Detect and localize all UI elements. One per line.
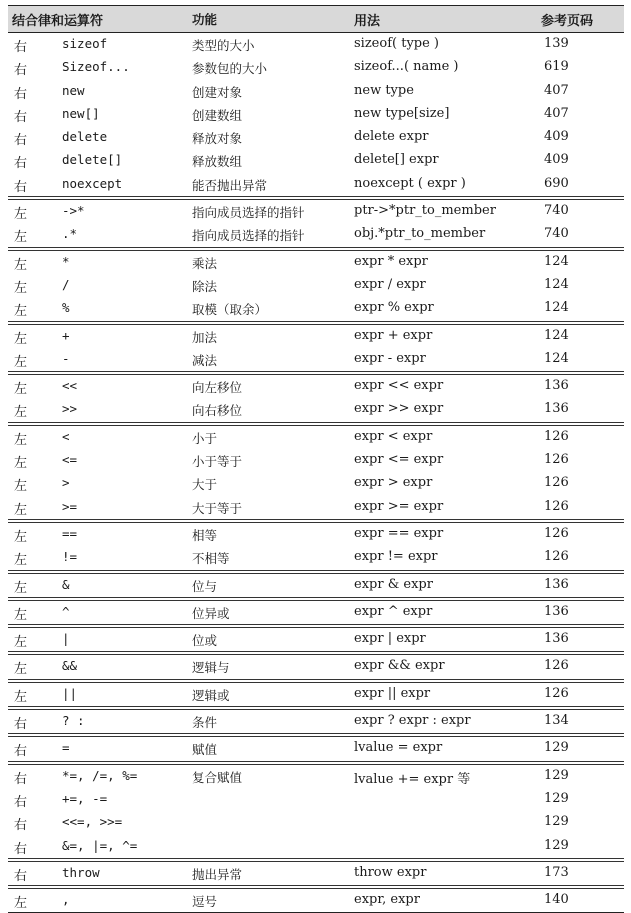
usage-cell: expr == expr	[354, 525, 444, 541]
page-cell: 740	[544, 226, 569, 242]
associativity-cell: 左	[14, 607, 28, 623]
usage-cell: ptr->*ptr_to_member	[354, 203, 496, 219]
associativity-cell: 右	[14, 156, 28, 172]
usage-cell: throw expr	[354, 864, 427, 880]
page-cell: 136	[544, 378, 569, 394]
associativity-cell: 右	[14, 133, 28, 149]
operator-cell: >>	[62, 401, 78, 417]
usage-cell: expr < expr	[354, 428, 433, 444]
operator-group	[8, 324, 624, 373]
function-cell: 大于	[192, 477, 218, 493]
operator-group	[8, 736, 624, 761]
associativity-cell: 左	[14, 405, 28, 421]
operator-cell: delete[]	[62, 152, 123, 168]
operator-cell: -	[62, 350, 70, 366]
associativity-cell: 左	[14, 304, 28, 320]
table-row	[8, 126, 624, 149]
table-row	[8, 788, 624, 811]
page-cell: 619	[544, 59, 569, 75]
operator-cell: <=	[62, 452, 78, 468]
usage-cell: delete[] expr	[354, 152, 439, 168]
page-cell: 407	[544, 105, 569, 121]
associativity-cell: 右	[14, 63, 28, 79]
function-cell: 位异或	[192, 605, 230, 621]
table-row	[8, 765, 624, 788]
function-cell: 赋值	[192, 742, 218, 758]
usage-cell: sizeof...( name )	[354, 59, 459, 75]
associativity-cell: 左	[14, 529, 28, 545]
page-cell: 126	[544, 498, 569, 514]
page-cell: 140	[544, 892, 569, 908]
page-cell: 409	[544, 129, 569, 145]
associativity-cell: 左	[14, 479, 28, 495]
usage-cell: expr && expr	[354, 658, 445, 674]
page-cell: 126	[544, 428, 569, 444]
page-cell: 690	[544, 175, 569, 191]
page-cell: 124	[544, 327, 569, 343]
operator-table	[8, 5, 624, 913]
table-row	[8, 496, 624, 519]
table-row	[8, 449, 624, 472]
function-cell: 大于等于	[192, 500, 243, 516]
usage-cell: expr > expr	[354, 475, 433, 491]
page-cell: 136	[544, 576, 569, 592]
page-cell: 136	[544, 631, 569, 647]
function-cell: 向右移位	[192, 403, 243, 419]
associativity-cell: 左	[14, 207, 28, 223]
operator-cell: <<	[62, 378, 78, 394]
function-cell: 除法	[192, 278, 218, 294]
operator-cell: ->*	[62, 203, 85, 219]
table-row	[8, 835, 624, 858]
operator-cell: <<=, >>=	[62, 814, 123, 830]
associativity-cell: 左	[14, 635, 28, 651]
function-cell: 向左移位	[192, 380, 243, 396]
table-row	[8, 251, 624, 274]
table-row	[8, 655, 624, 678]
function-cell: 位与	[192, 578, 218, 594]
operator-group	[8, 600, 624, 625]
page-cell: 136	[544, 401, 569, 417]
page-cell: 129	[544, 740, 569, 756]
table-row	[8, 200, 624, 223]
operator-cell: <	[62, 428, 70, 444]
table-row	[8, 56, 624, 79]
usage-cell: expr / expr	[354, 276, 426, 292]
usage-cell: expr << expr	[354, 378, 444, 394]
operator-cell: +	[62, 327, 70, 343]
page-cell: 124	[544, 300, 569, 316]
usage-cell: sizeof( type )	[354, 36, 440, 51]
header-page: 参考页码	[541, 14, 594, 29]
function-cell: 创建数组	[192, 107, 243, 123]
usage-cell: expr % expr	[354, 300, 434, 316]
function-cell: 类型的大小	[192, 38, 255, 53]
page-cell: 126	[544, 525, 569, 541]
page-cell: 136	[544, 603, 569, 619]
operator-cell: /	[62, 276, 70, 292]
associativity-cell: 右	[14, 86, 28, 102]
function-cell: 减法	[192, 352, 218, 368]
operator-cell: new	[62, 82, 85, 98]
operator-cell: sizeof	[62, 36, 108, 51]
operator-cell: new[]	[62, 105, 100, 121]
operator-group	[8, 627, 624, 652]
operator-cell: noexcept	[62, 175, 123, 191]
usage-cell: expr + expr	[354, 327, 433, 343]
page-cell: 126	[544, 658, 569, 674]
operator-cell: >=	[62, 498, 78, 514]
associativity-cell: 右	[14, 717, 28, 733]
table-row	[8, 325, 624, 348]
function-cell: 创建对象	[192, 84, 243, 100]
associativity-cell: 右	[14, 40, 28, 55]
function-cell: 释放数组	[192, 154, 243, 170]
usage-cell: expr >= expr	[354, 498, 444, 514]
operator-group	[8, 654, 624, 679]
usage-cell: expr ? expr : expr	[354, 713, 471, 729]
operator-cell: +=, -=	[62, 790, 108, 806]
page-cell: 124	[544, 350, 569, 366]
table-row	[8, 348, 624, 371]
usage-cell: lvalue = expr	[354, 740, 443, 756]
table-row	[8, 683, 624, 706]
page-cell: 126	[544, 452, 569, 468]
page-cell: 129	[544, 814, 569, 830]
operator-group	[8, 888, 624, 913]
associativity-cell: 左	[14, 689, 28, 705]
operator-group	[8, 682, 624, 707]
page-cell: 124	[544, 253, 569, 269]
operator-cell: &	[62, 576, 70, 592]
table-row	[8, 546, 624, 569]
function-cell: 位或	[192, 633, 218, 649]
header-usage: 用法	[354, 14, 381, 29]
operator-cell: Sizeof...	[62, 59, 130, 75]
usage-cell: expr != expr	[354, 549, 438, 565]
associativity-cell: 右	[14, 744, 28, 760]
associativity-cell: 左	[14, 382, 28, 398]
operator-group	[8, 425, 624, 520]
operator-cell: *	[62, 253, 70, 269]
operator-cell: |	[62, 631, 70, 647]
operator-cell: *=, /=, %=	[62, 767, 138, 783]
usage-cell: expr >> expr	[354, 401, 444, 417]
table-row	[8, 173, 624, 196]
table-row	[8, 375, 624, 398]
table-row	[8, 398, 624, 421]
operator-cell: =	[62, 740, 70, 756]
function-cell: 能否抛出异常	[192, 177, 268, 193]
table-row	[8, 80, 624, 103]
function-cell: 小于等于	[192, 454, 243, 470]
usage-cell: expr | expr	[354, 631, 426, 647]
page-cell: 134	[544, 713, 569, 729]
function-cell: 指向成员选择的指针	[192, 205, 305, 221]
associativity-cell: 左	[14, 257, 28, 273]
associativity-cell: 左	[14, 456, 28, 472]
operator-cell: ^	[62, 603, 70, 619]
associativity-cell: 右	[14, 794, 28, 810]
function-cell: 条件	[192, 715, 218, 731]
operator-group	[8, 861, 624, 886]
table-row	[8, 889, 624, 912]
associativity-cell: 左	[14, 896, 28, 912]
operator-cell: throw	[62, 864, 100, 880]
page-cell: 139	[544, 36, 569, 51]
operator-cell: ,	[62, 892, 70, 908]
associativity-cell: 左	[14, 280, 28, 296]
usage-cell: expr & expr	[354, 576, 433, 592]
table-row	[8, 274, 624, 297]
operator-group	[8, 709, 624, 734]
function-cell: 逗号	[192, 894, 218, 910]
table-header	[8, 5, 624, 33]
table-row	[8, 862, 624, 885]
associativity-cell: 左	[14, 331, 28, 347]
usage-cell: lvalue += expr 等	[354, 771, 471, 787]
function-cell: 逻辑或	[192, 687, 230, 703]
function-cell: 相等	[192, 527, 218, 543]
associativity-cell: 左	[14, 580, 28, 596]
table-row	[8, 737, 624, 760]
operator-group	[8, 764, 624, 859]
associativity-cell: 左	[14, 662, 28, 678]
operator-group	[8, 522, 624, 571]
operator-cell: ? :	[62, 713, 85, 729]
associativity-cell: 左	[14, 354, 28, 370]
page-cell: 124	[544, 276, 569, 292]
table-row	[8, 574, 624, 597]
table-row	[8, 149, 624, 172]
page-cell: 129	[544, 767, 569, 783]
table-row	[8, 426, 624, 449]
function-cell: 复合赋值	[192, 769, 243, 785]
function-cell: 小于	[192, 430, 218, 446]
function-cell: 释放对象	[192, 131, 243, 147]
operator-cell: !=	[62, 549, 78, 565]
function-cell: 参数包的大小	[192, 61, 268, 77]
usage-cell: expr <= expr	[354, 452, 444, 468]
associativity-cell: 右	[14, 818, 28, 834]
operator-cell: &=, |=, ^=	[62, 837, 138, 853]
operator-cell: .*	[62, 226, 78, 242]
function-cell: 抛出异常	[192, 866, 243, 882]
table-body	[8, 33, 624, 913]
associativity-cell: 右	[14, 109, 28, 125]
table-row	[8, 523, 624, 546]
associativity-cell: 左	[14, 502, 28, 518]
table-row	[8, 297, 624, 320]
function-cell: 取模（取余）	[192, 302, 268, 318]
usage-cell: new type[size]	[354, 105, 450, 121]
page-cell: 407	[544, 82, 569, 98]
usage-cell: expr, expr	[354, 892, 420, 908]
associativity-cell: 右	[14, 179, 28, 195]
header-function: 功能	[192, 12, 218, 27]
usage-cell: expr || expr	[354, 685, 431, 701]
table-row	[8, 223, 624, 246]
page-cell: 126	[544, 475, 569, 491]
page-cell: 409	[544, 152, 569, 168]
usage-cell: expr ^ expr	[354, 603, 433, 619]
operator-group	[8, 33, 624, 197]
page-cell: 126	[544, 549, 569, 565]
table-row	[8, 472, 624, 495]
table-row	[8, 811, 624, 834]
associativity-cell: 右	[14, 868, 28, 884]
operator-cell: ||	[62, 685, 78, 701]
usage-cell: expr - expr	[354, 350, 426, 366]
operator-cell: ==	[62, 525, 78, 541]
operator-group	[8, 573, 624, 598]
page-cell: 740	[544, 203, 569, 219]
function-cell: 逻辑与	[192, 660, 230, 676]
usage-cell: obj.*ptr_to_member	[354, 226, 486, 242]
operator-group	[8, 199, 624, 248]
page-cell: 129	[544, 790, 569, 806]
usage-cell: delete expr	[354, 129, 429, 145]
usage-cell: expr * expr	[354, 253, 428, 269]
table-row	[8, 601, 624, 624]
table-row	[8, 103, 624, 126]
function-cell: 加法	[192, 329, 218, 345]
table-row	[8, 628, 624, 651]
operator-group	[8, 374, 624, 423]
associativity-cell: 右	[14, 841, 28, 857]
associativity-cell: 左	[14, 432, 28, 448]
function-cell: 指向成员选择的指针	[192, 228, 305, 244]
page-cell: 129	[544, 837, 569, 853]
associativity-cell: 左	[14, 230, 28, 246]
operator-group	[8, 250, 624, 322]
header-associativity: 结合律和运算符	[12, 14, 104, 29]
associativity-cell: 右	[14, 771, 28, 787]
operator-cell: %	[62, 300, 70, 316]
page-cell: 126	[544, 685, 569, 701]
function-cell: 不相等	[192, 551, 230, 567]
table-row	[8, 33, 624, 56]
table-row	[8, 710, 624, 733]
usage-cell: new type	[354, 82, 414, 98]
operator-cell: delete	[62, 129, 108, 145]
operator-cell: >	[62, 475, 70, 491]
function-cell: 乘法	[192, 255, 218, 271]
associativity-cell: 左	[14, 553, 28, 569]
usage-cell: noexcept ( expr )	[354, 175, 466, 191]
operator-cell: &&	[62, 658, 78, 674]
page-cell: 173	[544, 864, 569, 880]
